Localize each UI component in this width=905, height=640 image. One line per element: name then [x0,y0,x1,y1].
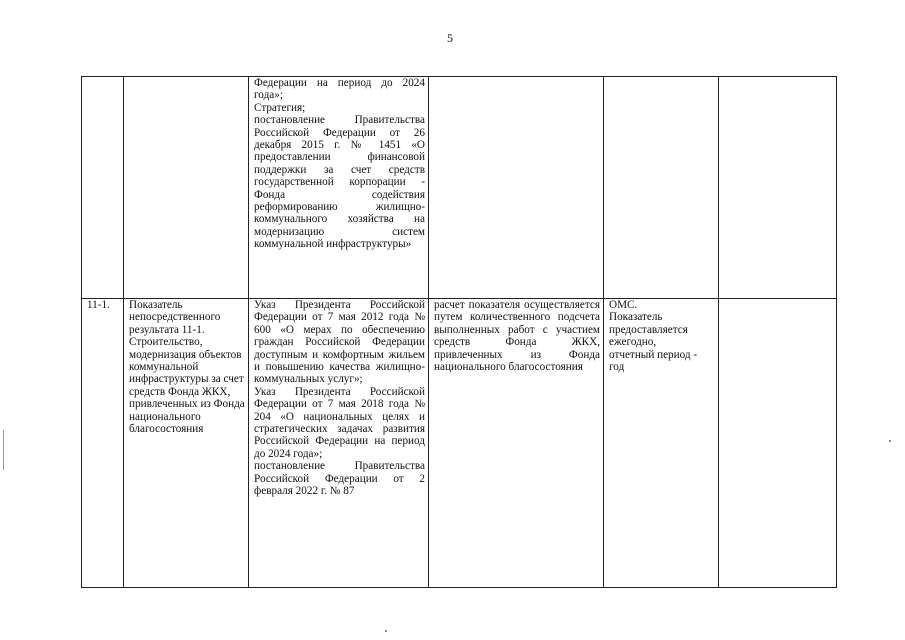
row-number-cell [82,77,124,299]
extra-cell [719,77,837,299]
calculation-method-cell [429,77,604,299]
legal-basis-cell [249,299,429,588]
indicators-table [81,76,837,588]
scan-edge-mark [3,430,4,470]
table-row-indicator-11-1 [82,299,837,588]
scan-speck [889,440,891,442]
calculation-method-text: расчет показателя осуществляется путем количественного подсчета выполненных работ с участием средств Фонда ЖКХ, привлеченных из Фонда национального благосостояния [434,299,600,374]
scan-speck [385,630,387,632]
legal-basis-text: Указ Президента Российской Федерации от 7 мая 2012 года № 600 «О мерах по обеспечению граждан Российской Федерации доступным и комфортным жильем и повышению качества жилищно-коммунальных услуг»; Указ Президента Российской Федерации от 7 мая 2018 года № 204 «О национальных целях и стратегических задачах развития Российской Федерации на период до 2024 года»; постановление Правительства Российской Федерации от 2 февраля 2022 г. № 87 [254,299,425,498]
page-number: 5 [447,31,453,45]
legal-basis-cell [249,77,429,299]
row-number-cell [82,299,124,588]
calculation-method-cell [429,299,604,588]
data-source-cell [604,77,719,299]
legal-basis-text: Федерации на период до 2024 года»; Стратегия; постановление Правительства Российской Федерации от 26 декабря 2015 г. № 1451 «О предоставлении финансовой поддержки за счет средств государственной корпорации - Фонда содействия реформированию жилищно-коммунального хозяйства на модернизацию систем коммунальной инфраструктуры» [254,77,425,251]
data-source-cell [604,299,719,588]
extra-cell [719,299,837,588]
data-source-text: ОМС. Показатель предоставляется ежегодно, отчетный период - год [609,299,698,374]
indicator-name-cell [124,299,249,588]
indicator-name: Показатель непосредственного результата 11-1. Строительство, модернизация объектов коммунальной инфраструктуры за счет средств Фонда ЖКХ, привлеченных из Фонда национального благосостояния [129,299,245,436]
row-number: 11-1. [87,299,110,311]
table-row-continuation [82,77,837,299]
indicator-name-cell [124,77,249,299]
